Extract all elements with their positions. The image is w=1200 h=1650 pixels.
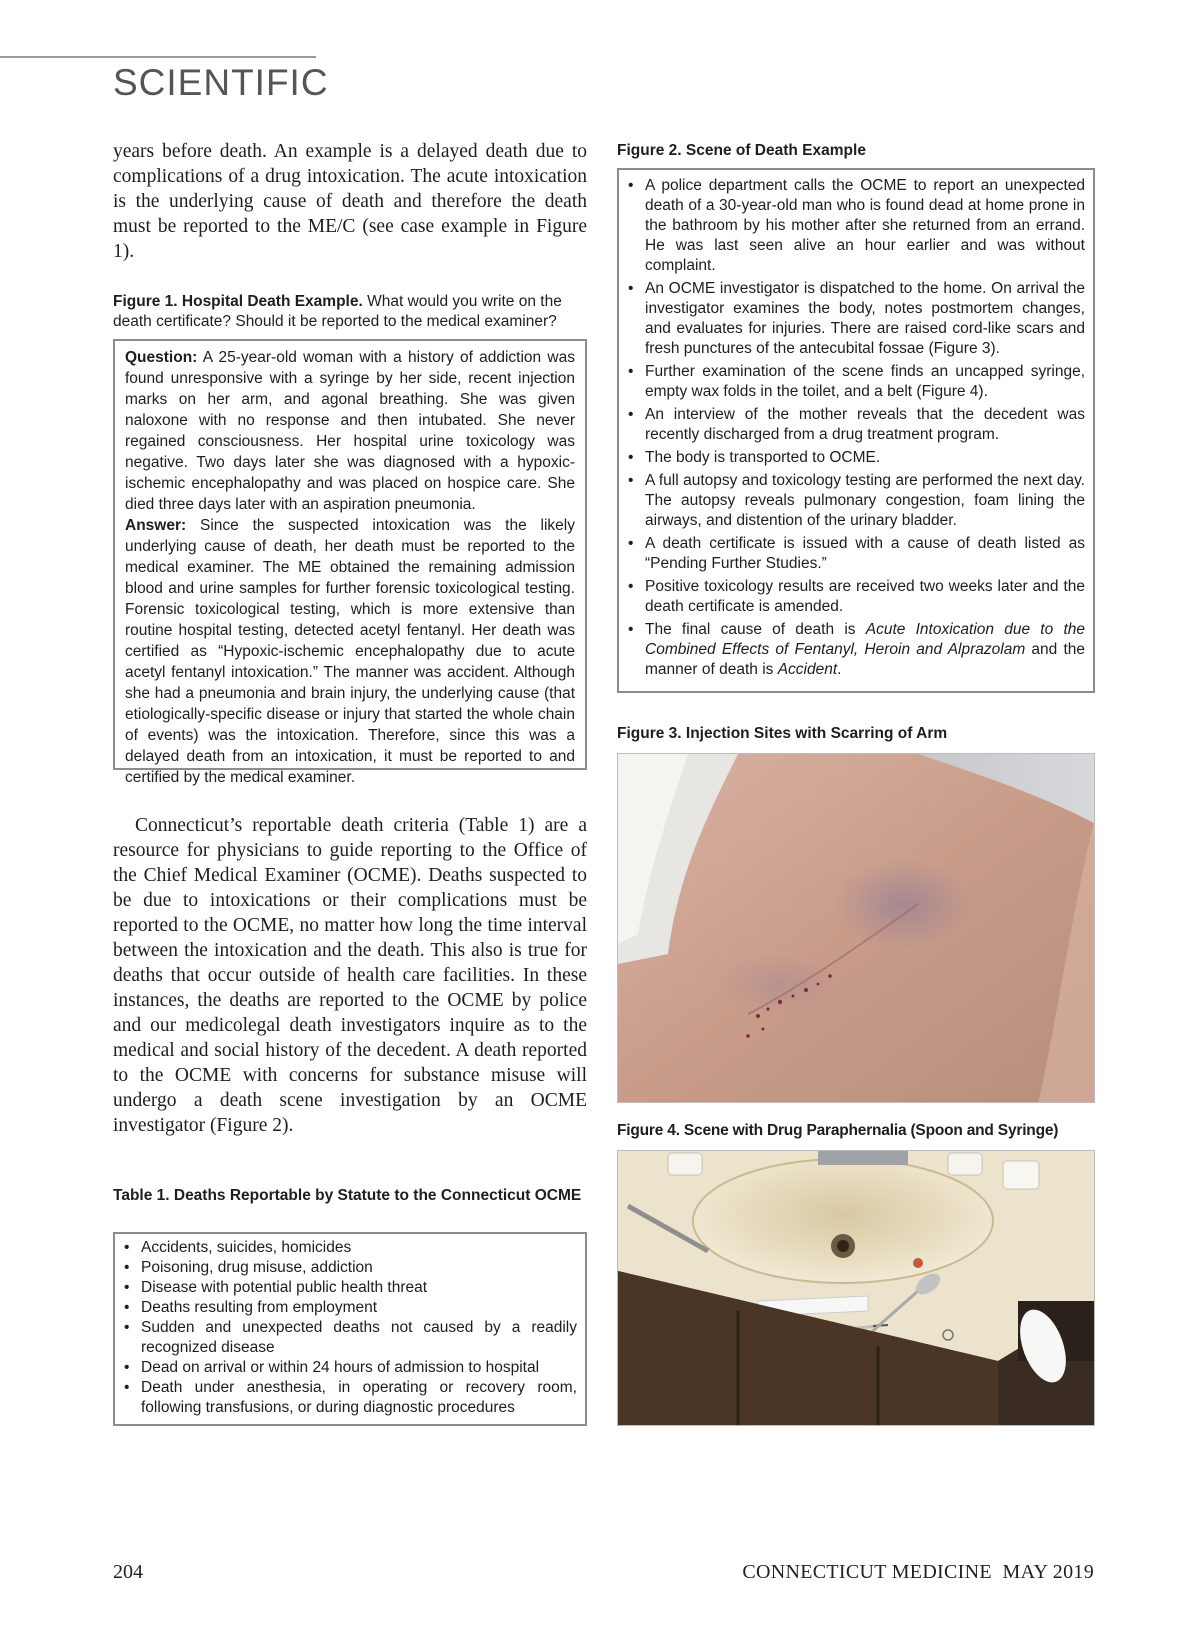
list-item: • Death under anesthesia, in operating or recovery room, following transfusions, or during diagnostic procedures bbox=[124, 1379, 577, 1416]
figure1-caption bbox=[113, 292, 587, 332]
figure3-caption bbox=[617, 724, 1095, 744]
figure2-caption bbox=[617, 141, 1095, 161]
table1-list bbox=[121, 1238, 577, 1418]
figure2-title: Figure 2. Scene of Death Example bbox=[617, 142, 866, 159]
intro-paragraph: years before death. An example is a delayed death due to complications of a drug intoxication. The acute intoxication is the underlying cause of death and therefore the death must be reported to the ME/C (see case example in Figure 1). bbox=[113, 141, 587, 262]
figure3-title: Figure 3. Injection Sites with Scarring of Arm bbox=[617, 725, 948, 742]
journal-footer bbox=[742, 1561, 1094, 1584]
journal-name: CONNECTICUT MEDICINE bbox=[742, 1561, 992, 1583]
figure1-title: Figure 1. Hospital Death Example. bbox=[113, 293, 363, 310]
figure1-subtitle: What would you write on the death certificate? Should it be reported to the medical examiner? bbox=[113, 293, 562, 330]
list-item: • Sudden and unexpected deaths not caused by a readily recognized disease bbox=[124, 1319, 577, 1356]
header-rule bbox=[0, 56, 316, 58]
table1-title: Table 1. Deaths Reportable by Statute to the Connecticut OCME bbox=[113, 1187, 582, 1204]
list-item: • Accidents, suicides, homicides bbox=[124, 1239, 352, 1256]
list-item: • A police department calls the OCME to report an unexpected death of a 30-year-old man who is found dead at home prone in the bathroom by his mother after she returned from an errand. He was last seen alive an hour earlier and was without complaint. bbox=[628, 177, 1085, 274]
journal-issue: MAY 2019 bbox=[1002, 1561, 1094, 1583]
final-manner: Accident bbox=[777, 661, 838, 678]
list-item: • Further examination of the scene finds an uncapped syringe, empty wax folds in the toilet, and a belt (Figure 4). bbox=[628, 363, 1085, 400]
list-item-final-cause: • The final cause of death is Acute Intoxication due to the Combined Effects of Fentanyl, Heroin and Alprazolam and the manner of death is Accident. bbox=[628, 621, 1085, 678]
final-cause: Acute Intoxication due to the Combined Effects of Fentanyl, Heroin and Alprazolam bbox=[645, 621, 1085, 658]
list-item: • An OCME investigator is dispatched to the home. On arrival the investigator examines the body, notes postmortem changes, and evaluates for injuries. There are raised cord-like scars and fresh punctures of the antecubital fossae (Figure 3). bbox=[628, 280, 1085, 357]
list-item: • A full autopsy and toxicology testing are performed the next day. The autopsy reveals pulmonary congestion, foam lining the airways, and distention of the urinary bladder. bbox=[628, 472, 1085, 529]
list-item: • Dead on arrival or within 24 hours of admission to hospital bbox=[124, 1359, 540, 1376]
list-item: • Poisoning, drug misuse, addiction bbox=[124, 1259, 373, 1276]
list-item: • Disease with potential public health threat bbox=[124, 1279, 428, 1296]
list-item: • Deaths resulting from employment bbox=[124, 1299, 378, 1316]
list-item: • A death certificate is issued with a cause of death listed as “Pending Further Studies.” bbox=[628, 535, 1085, 572]
figure1-question bbox=[125, 347, 575, 515]
arm-photo-illustration bbox=[618, 754, 1095, 1103]
figure1-box bbox=[113, 339, 587, 786]
body-paragraph: Connecticut’s reportable death criteria (Table 1) are a resource for physicians to guide reporting to the Office of the Chief Medical Examiner (OCME). Deaths suspected to be due to intoxications or their complications must be reported to the OCME, no matter how long the time interval between the intoxication and the death. This also is true for deaths that occur outside of health care facilities. In these instances, the deaths are reported to the OCME by police and our medicolegal death investigators inquire as to the medical and social history of the decedent. A death reported to the OCME with concerns for substance misuse will undergo a death scene investigation by an OCME investigator (Figure 2). bbox=[113, 815, 587, 1136]
question-label: Question: bbox=[125, 349, 198, 366]
figure2-box bbox=[617, 168, 1095, 693]
table1-box bbox=[113, 1232, 587, 1426]
list-item: • An interview of the mother reveals that the decedent was recently discharged from a drug treatment program. bbox=[628, 406, 1085, 443]
list-item: • The body is transported to OCME. bbox=[628, 449, 881, 466]
page-number: 204 bbox=[113, 1561, 143, 1583]
arm-injection-photo bbox=[617, 753, 1095, 1103]
question-text: A 25-year-old woman with a history of addiction was found unresponsive with a syringe by her side, recent injection marks on her arm, and agonal breathing. She was given naloxone with no response and then intubated. She never regained consciousness. Her hospital urine toxicology was negative. Two days later she was diagnosed with a hypoxic-ischemic encephalopathy and was placed on hospice care. She died three days later with an aspiration pneumonia. bbox=[125, 349, 575, 513]
list-item: • Positive toxicology results are received two weeks later and the death certificate is amended. bbox=[628, 578, 1085, 615]
answer-label: Answer: bbox=[125, 517, 187, 534]
section-title: SCIENTIFIC bbox=[113, 62, 329, 103]
figure2-list bbox=[625, 176, 1085, 680]
scene-paraphernalia-photo bbox=[617, 1150, 1095, 1426]
answer-text: Since the suspected intoxication was the likely underlying cause of death, her death must be reported to the medical examiner. The ME obtained the remaining admission blood and urine samples for further forensic toxicological testing. Forensic toxicological testing, which is more extensive than routine hospital testing, detected acetyl fentanyl. Her death was certified as “Hypoxic-ischemic encephalopathy due to acute acetyl fentanyl intoxication.” The manner was accident. Although she had a pneumonia and brain injury, the underlying cause (that etiologically-specific disease or injury that started the whole chain of events) was the intoxication. Therefore, since this was a delayed death from an intoxication, it must be reported to and certified by the medical examiner. bbox=[125, 517, 575, 786]
figure4-caption bbox=[617, 1121, 1099, 1141]
figure1-answer bbox=[125, 515, 575, 788]
table1-caption bbox=[113, 1186, 587, 1206]
figure4-title: Figure 4. Scene with Drug Paraphernalia (Spoon and Syringe) bbox=[617, 1122, 1059, 1139]
scene-photo-illustration bbox=[618, 1151, 1095, 1426]
